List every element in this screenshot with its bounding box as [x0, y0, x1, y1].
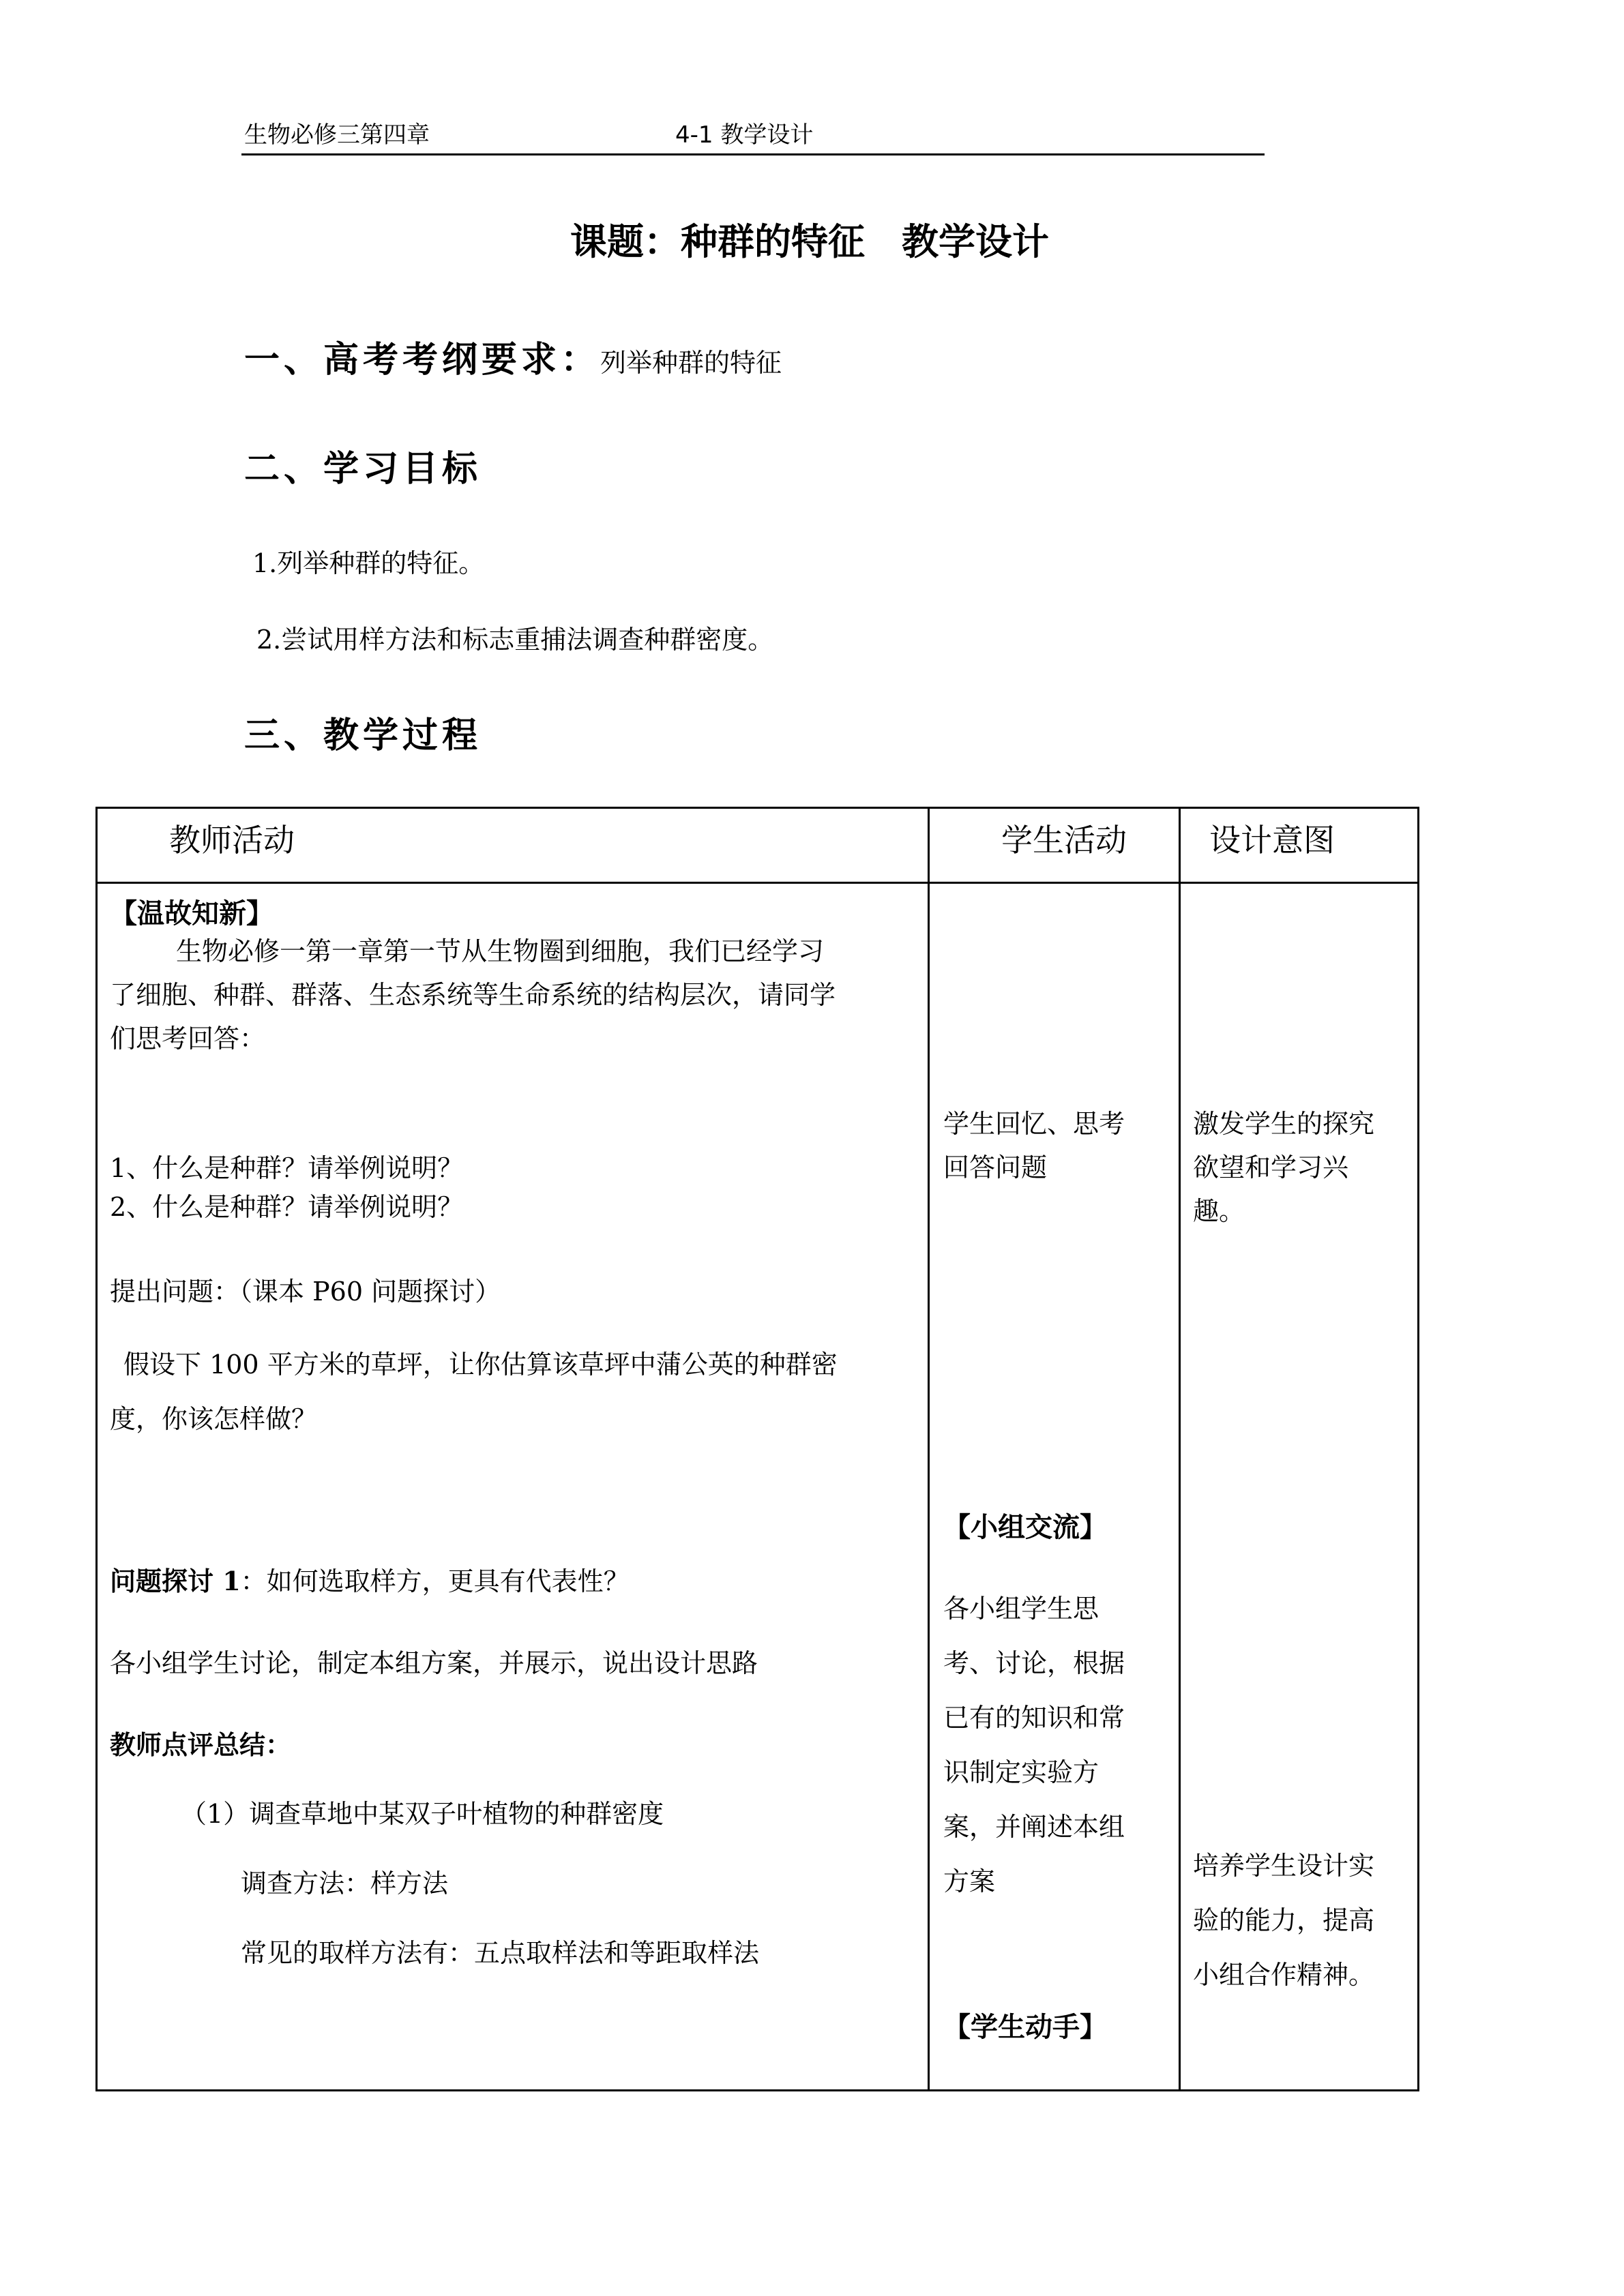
intro-line: 生物必修一第一章第一节从生物圈到细胞，我们已经学习 [176, 936, 825, 966]
survey-method: 调查方法：样方法 [241, 1868, 449, 1898]
survey-item-1: （1）调查草地中某双子叶植物的种群密度 [181, 1799, 664, 1829]
group-exchange-line: 已有的知识和常 [943, 1703, 1125, 1733]
group-exchange-line: 识制定实验方 [943, 1757, 1099, 1787]
intent-1 [1193, 1102, 1374, 1233]
header-left: 生物必修三第四章 [244, 121, 430, 149]
intent-2-line: 小组合作精神。 [1193, 1960, 1375, 1990]
intent-2-line: 验的能力，提高 [1193, 1905, 1375, 1935]
student-recall-line: 回答问题 [943, 1152, 1048, 1182]
goal-item-1: 1.列举种群的特征。 [252, 548, 485, 578]
col-header-teacher: 教师活动 [169, 822, 295, 859]
group-exchange-title: 【小组交流】 [943, 1511, 1107, 1543]
intent-2-line: 培养学生设计实 [1193, 1851, 1375, 1881]
intro-line: 了细胞、种群、群落、生态系统等生命系统的结构层次，请同学 [110, 980, 836, 1010]
table-divider [928, 809, 930, 2089]
header-rule [241, 153, 1265, 155]
scenario-line: 度，你该怎样做？ [110, 1404, 318, 1434]
section-exam-requirement-label: 一、高考考纲要求： [244, 339, 601, 381]
intent-1-line: 欲望和学习兴 [1193, 1152, 1349, 1182]
intro-line: 们思考回答： [110, 1024, 266, 1054]
group-exchange-line: 考、讨论，根据 [943, 1648, 1125, 1678]
inquiry-1-text: ：如何选取样方，更具有代表性？ [240, 1566, 630, 1596]
section-teaching-process: 三、教学过程 [244, 715, 482, 756]
group-exchange-text [943, 1581, 1125, 1909]
section-exam-requirement-text: 列举种群的特征 [600, 348, 782, 378]
inquiry-1 [110, 1560, 630, 1598]
section-learning-goals: 二、学习目标 [244, 448, 482, 490]
teacher-summary-label: 教师点评总结： [110, 1729, 292, 1760]
scenario-line: 假设下 100 平方米的草坪，让你估算该草坪中蒲公英的种群密 [123, 1350, 838, 1380]
col-header-student: 学生活动 [1001, 822, 1127, 859]
scenario-text [110, 1337, 838, 1446]
discussion-text: 各小组学生讨论，制定本组方案，并展示，说出设计思路 [110, 1648, 758, 1678]
intent-2 [1193, 1838, 1374, 2002]
goal-item-2: 2.尝试用样方法和标志重捕法调查种群密度。 [256, 625, 774, 655]
question-1: 1、什么是种群？请举例说明？ [110, 1153, 464, 1183]
col-header-intent: 设计意图 [1209, 822, 1335, 859]
group-exchange-line: 各小组学生思 [943, 1594, 1099, 1624]
group-exchange-line: 方案 [943, 1866, 996, 1896]
sampling-methods: 常见的取样方法有：五点取样法和等距取样法 [241, 1938, 760, 1968]
student-recall [943, 1102, 1125, 1189]
student-recall-line: 学生回忆、思考 [943, 1109, 1125, 1139]
inquiry-1-label: 问题探讨 1 [110, 1566, 241, 1596]
review-title: 【温故知新】 [110, 897, 274, 929]
teaching-process-table [95, 807, 1419, 2091]
question-2: 2、什么是种群？请举例说明？ [110, 1192, 464, 1222]
section-exam-requirement [244, 331, 782, 382]
intro-text [110, 929, 836, 1060]
group-exchange-line: 案，并阐述本组 [943, 1812, 1125, 1842]
intent-1-line: 趣。 [1193, 1196, 1245, 1226]
header-center: 4-1 教学设计 [675, 121, 814, 149]
table-divider [98, 882, 1417, 884]
raise-question: 提出问题：（课本 P60 问题探讨） [110, 1277, 501, 1307]
page-title: 课题：种群的特征 教学设计 [570, 220, 1049, 263]
intent-1-line: 激发学生的探究 [1193, 1109, 1375, 1139]
table-divider [1179, 809, 1181, 2089]
hands-on-title: 【学生动手】 [943, 2011, 1107, 2043]
